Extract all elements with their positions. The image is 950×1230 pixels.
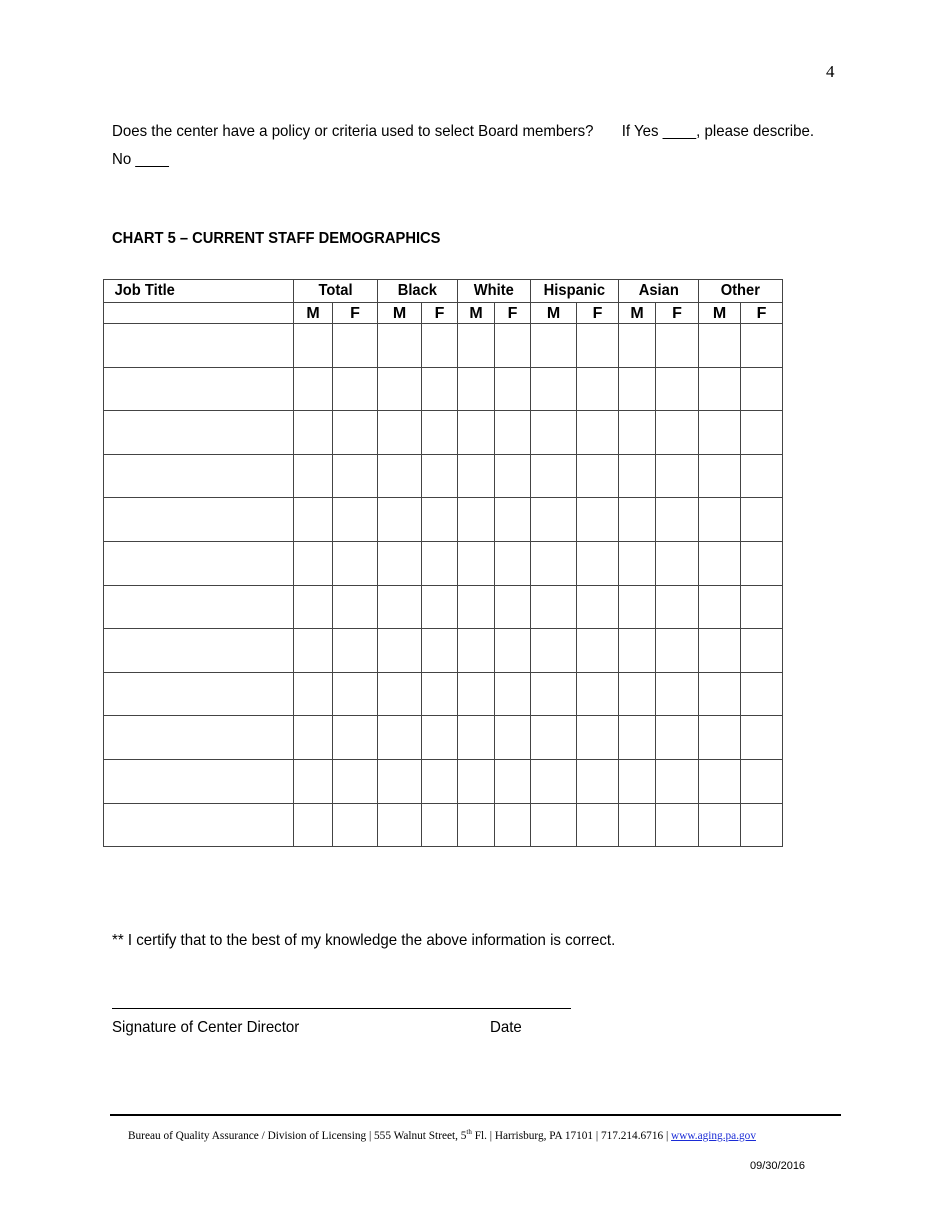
female-count-cell[interactable] bbox=[577, 716, 619, 760]
male-count-cell[interactable] bbox=[619, 585, 656, 629]
female-count-cell[interactable] bbox=[741, 716, 783, 760]
male-count-cell[interactable] bbox=[531, 454, 577, 498]
male-count-cell[interactable] bbox=[294, 454, 333, 498]
table-row bbox=[104, 803, 783, 847]
male-count-cell[interactable] bbox=[378, 454, 422, 498]
male-count-cell[interactable] bbox=[699, 454, 741, 498]
male-count-cell[interactable] bbox=[699, 541, 741, 585]
male-count-cell[interactable] bbox=[458, 803, 495, 847]
male-count-cell[interactable] bbox=[378, 629, 422, 673]
female-count-cell[interactable] bbox=[577, 629, 619, 673]
female-count-cell[interactable] bbox=[577, 454, 619, 498]
female-count-cell[interactable] bbox=[495, 411, 531, 455]
website-link[interactable]: www.aging.pa.gov bbox=[671, 1130, 756, 1142]
job-title-cell[interactable] bbox=[104, 803, 294, 847]
male-count-cell[interactable] bbox=[378, 367, 422, 411]
female-count-cell[interactable] bbox=[495, 541, 531, 585]
female-count-cell[interactable] bbox=[333, 759, 378, 803]
job-title-cell[interactable] bbox=[104, 716, 294, 760]
female-count-cell[interactable] bbox=[495, 759, 531, 803]
male-count-cell[interactable] bbox=[619, 454, 656, 498]
female-count-cell[interactable] bbox=[741, 411, 783, 455]
table-row bbox=[104, 411, 783, 455]
male-count-cell[interactable] bbox=[531, 498, 577, 542]
male-count-cell[interactable] bbox=[378, 585, 422, 629]
female-count-cell[interactable] bbox=[656, 759, 699, 803]
male-count-cell[interactable] bbox=[619, 759, 656, 803]
job-title-subheader bbox=[104, 303, 294, 324]
female-count-cell[interactable] bbox=[495, 585, 531, 629]
female-count-cell[interactable] bbox=[422, 585, 458, 629]
female-count-cell[interactable] bbox=[333, 367, 378, 411]
female-count-cell[interactable] bbox=[741, 367, 783, 411]
table-row bbox=[104, 629, 783, 673]
male-count-cell[interactable] bbox=[294, 759, 333, 803]
female-count-cell[interactable] bbox=[333, 716, 378, 760]
male-count-cell[interactable] bbox=[458, 498, 495, 542]
female-count-cell[interactable] bbox=[422, 454, 458, 498]
male-count-cell[interactable] bbox=[458, 759, 495, 803]
female-count-cell[interactable] bbox=[656, 324, 699, 368]
group-header-other: Other bbox=[699, 280, 783, 303]
job-title-cell[interactable] bbox=[104, 498, 294, 542]
female-count-cell[interactable] bbox=[333, 672, 378, 716]
job-title-header: Job Title bbox=[104, 280, 294, 303]
male-count-cell[interactable] bbox=[458, 411, 495, 455]
table-row bbox=[104, 585, 783, 629]
female-count-cell[interactable] bbox=[422, 411, 458, 455]
male-count-cell[interactable] bbox=[294, 629, 333, 673]
male-count-cell[interactable] bbox=[378, 498, 422, 542]
revision-date: 09/30/2016 bbox=[750, 1160, 806, 1172]
job-title-cell[interactable] bbox=[104, 629, 294, 673]
female-header: F bbox=[741, 303, 783, 324]
male-count-cell[interactable] bbox=[619, 629, 656, 673]
group-header-white: White bbox=[458, 280, 531, 303]
female-count-cell[interactable] bbox=[333, 803, 378, 847]
job-title-cell[interactable] bbox=[104, 541, 294, 585]
female-count-cell[interactable] bbox=[495, 803, 531, 847]
female-count-cell[interactable] bbox=[656, 367, 699, 411]
female-count-cell[interactable] bbox=[333, 411, 378, 455]
male-count-cell[interactable] bbox=[699, 759, 741, 803]
male-header: M bbox=[294, 303, 333, 324]
group-header-asian: Asian bbox=[619, 280, 699, 303]
male-count-cell[interactable] bbox=[294, 411, 333, 455]
female-header: F bbox=[656, 303, 699, 324]
male-count-cell[interactable] bbox=[531, 759, 577, 803]
male-count-cell[interactable] bbox=[619, 803, 656, 847]
male-count-cell[interactable] bbox=[619, 716, 656, 760]
female-count-cell[interactable] bbox=[422, 759, 458, 803]
job-title-cell[interactable] bbox=[104, 672, 294, 716]
male-count-cell[interactable] bbox=[458, 367, 495, 411]
male-count-cell[interactable] bbox=[378, 541, 422, 585]
signature-line[interactable] bbox=[112, 1008, 571, 1009]
male-count-cell[interactable] bbox=[531, 411, 577, 455]
female-count-cell[interactable] bbox=[741, 454, 783, 498]
male-header: M bbox=[699, 303, 741, 324]
table-row bbox=[104, 759, 783, 803]
male-count-cell[interactable] bbox=[531, 367, 577, 411]
female-header: F bbox=[577, 303, 619, 324]
male-count-cell[interactable] bbox=[531, 672, 577, 716]
female-header: F bbox=[333, 303, 378, 324]
male-count-cell[interactable] bbox=[531, 629, 577, 673]
signature-label: Signature of Center Director bbox=[112, 1019, 300, 1036]
staff-demographics-table bbox=[103, 279, 783, 847]
female-count-cell[interactable] bbox=[422, 716, 458, 760]
male-count-cell[interactable] bbox=[294, 367, 333, 411]
male-count-cell[interactable] bbox=[458, 716, 495, 760]
female-count-cell[interactable] bbox=[333, 629, 378, 673]
male-count-cell[interactable] bbox=[619, 672, 656, 716]
footer-address-sup: th bbox=[466, 1128, 472, 1137]
female-count-cell[interactable] bbox=[577, 672, 619, 716]
female-count-cell[interactable] bbox=[577, 585, 619, 629]
female-count-cell[interactable] bbox=[577, 498, 619, 542]
female-count-cell[interactable] bbox=[656, 411, 699, 455]
male-header: M bbox=[531, 303, 577, 324]
male-count-cell[interactable] bbox=[531, 585, 577, 629]
female-header: F bbox=[495, 303, 531, 324]
table-row bbox=[104, 716, 783, 760]
male-count-cell[interactable] bbox=[294, 498, 333, 542]
female-count-cell[interactable] bbox=[495, 324, 531, 368]
female-count-cell[interactable] bbox=[333, 324, 378, 368]
group-header-row bbox=[104, 280, 783, 303]
job-title-cell[interactable] bbox=[104, 585, 294, 629]
female-count-cell[interactable] bbox=[741, 498, 783, 542]
female-count-cell[interactable] bbox=[656, 716, 699, 760]
footer-address-end: Fl. | Harrisburg, PA 17101 | 717.214.6716 | bbox=[471, 1130, 672, 1142]
male-header: M bbox=[619, 303, 656, 324]
male-count-cell[interactable] bbox=[458, 672, 495, 716]
female-header: F bbox=[422, 303, 458, 324]
table-row bbox=[104, 541, 783, 585]
female-count-cell[interactable] bbox=[741, 541, 783, 585]
female-count-cell[interactable] bbox=[577, 324, 619, 368]
female-count-cell[interactable] bbox=[577, 367, 619, 411]
male-count-cell[interactable] bbox=[294, 716, 333, 760]
female-count-cell[interactable] bbox=[422, 803, 458, 847]
female-count-cell[interactable] bbox=[422, 629, 458, 673]
male-count-cell[interactable] bbox=[699, 411, 741, 455]
male-count-cell[interactable] bbox=[458, 629, 495, 673]
male-count-cell[interactable] bbox=[531, 716, 577, 760]
male-count-cell[interactable] bbox=[619, 367, 656, 411]
male-count-cell[interactable] bbox=[378, 716, 422, 760]
group-header-total: Total bbox=[294, 280, 378, 303]
male-count-cell[interactable] bbox=[699, 585, 741, 629]
female-count-cell[interactable] bbox=[577, 411, 619, 455]
male-count-cell[interactable] bbox=[378, 324, 422, 368]
female-count-cell[interactable] bbox=[422, 498, 458, 542]
female-count-cell[interactable] bbox=[656, 498, 699, 542]
male-count-cell[interactable] bbox=[294, 541, 333, 585]
male-count-cell[interactable] bbox=[531, 803, 577, 847]
table-row bbox=[104, 498, 783, 542]
table-row bbox=[104, 324, 783, 368]
female-count-cell[interactable] bbox=[656, 803, 699, 847]
female-count-cell[interactable] bbox=[656, 454, 699, 498]
male-count-cell[interactable] bbox=[294, 672, 333, 716]
female-count-cell[interactable] bbox=[495, 498, 531, 542]
female-count-cell[interactable] bbox=[495, 716, 531, 760]
group-header-hispanic: Hispanic bbox=[531, 280, 619, 303]
female-count-cell[interactable] bbox=[656, 541, 699, 585]
male-count-cell[interactable] bbox=[294, 324, 333, 368]
table-body bbox=[104, 324, 783, 847]
male-count-cell[interactable] bbox=[458, 324, 495, 368]
female-count-cell[interactable] bbox=[741, 629, 783, 673]
gender-header-row bbox=[104, 303, 783, 324]
group-header-black: Black bbox=[378, 280, 458, 303]
female-count-cell[interactable] bbox=[656, 629, 699, 673]
male-count-cell[interactable] bbox=[699, 803, 741, 847]
male-count-cell[interactable] bbox=[619, 498, 656, 542]
footer-address bbox=[128, 1130, 756, 1142]
female-count-cell[interactable] bbox=[333, 541, 378, 585]
male-count-cell[interactable] bbox=[619, 324, 656, 368]
male-count-cell[interactable] bbox=[699, 498, 741, 542]
male-count-cell[interactable] bbox=[378, 411, 422, 455]
job-title-cell[interactable] bbox=[104, 759, 294, 803]
female-count-cell[interactable] bbox=[741, 672, 783, 716]
male-header: M bbox=[458, 303, 495, 324]
footer-divider bbox=[110, 1114, 841, 1116]
board-policy-question bbox=[112, 118, 815, 174]
male-count-cell[interactable] bbox=[699, 672, 741, 716]
no-option: No ____ bbox=[112, 151, 169, 168]
job-title-cell[interactable] bbox=[104, 411, 294, 455]
female-count-cell[interactable] bbox=[422, 541, 458, 585]
female-count-cell[interactable] bbox=[495, 629, 531, 673]
page-number: 4 bbox=[826, 62, 835, 81]
table-row bbox=[104, 672, 783, 716]
male-header: M bbox=[378, 303, 422, 324]
female-count-cell[interactable] bbox=[741, 324, 783, 368]
footer-address-start: Bureau of Quality Assurance / Division of Licensing | 555 Walnut Street, 5 bbox=[128, 1130, 467, 1142]
female-count-cell[interactable] bbox=[741, 759, 783, 803]
female-count-cell[interactable] bbox=[577, 759, 619, 803]
male-count-cell[interactable] bbox=[378, 672, 422, 716]
job-title-cell[interactable] bbox=[104, 367, 294, 411]
female-count-cell[interactable] bbox=[656, 585, 699, 629]
table-row bbox=[104, 367, 783, 411]
female-count-cell[interactable] bbox=[422, 367, 458, 411]
male-count-cell[interactable] bbox=[531, 541, 577, 585]
female-count-cell[interactable] bbox=[333, 454, 378, 498]
female-count-cell[interactable] bbox=[333, 585, 378, 629]
question-text: Does the center have a policy or criteria used to select Board members? bbox=[112, 123, 594, 140]
male-count-cell[interactable] bbox=[699, 716, 741, 760]
male-count-cell[interactable] bbox=[294, 803, 333, 847]
date-label: Date bbox=[490, 1019, 522, 1036]
male-count-cell[interactable] bbox=[619, 541, 656, 585]
certification-statement: ** I certify that to the best of my knowledge the above information is correct. bbox=[112, 932, 616, 949]
male-count-cell[interactable] bbox=[294, 585, 333, 629]
female-count-cell[interactable] bbox=[495, 367, 531, 411]
male-count-cell[interactable] bbox=[699, 324, 741, 368]
male-count-cell[interactable] bbox=[531, 324, 577, 368]
male-count-cell[interactable] bbox=[458, 454, 495, 498]
male-count-cell[interactable] bbox=[458, 541, 495, 585]
male-count-cell[interactable] bbox=[619, 411, 656, 455]
female-count-cell[interactable] bbox=[333, 498, 378, 542]
job-title-cell[interactable] bbox=[104, 454, 294, 498]
male-count-cell[interactable] bbox=[458, 585, 495, 629]
job-title-cell[interactable] bbox=[104, 324, 294, 368]
male-count-cell[interactable] bbox=[699, 367, 741, 411]
female-count-cell[interactable] bbox=[656, 672, 699, 716]
male-count-cell[interactable] bbox=[378, 803, 422, 847]
table-row bbox=[104, 454, 783, 498]
female-count-cell[interactable] bbox=[577, 541, 619, 585]
female-count-cell[interactable] bbox=[577, 803, 619, 847]
female-count-cell[interactable] bbox=[741, 803, 783, 847]
chart-title: CHART 5 – CURRENT STAFF DEMOGRAPHICS bbox=[112, 230, 441, 247]
female-count-cell[interactable] bbox=[741, 585, 783, 629]
female-count-cell[interactable] bbox=[422, 324, 458, 368]
yes-option: If Yes ____, please describe. bbox=[621, 123, 815, 140]
female-count-cell[interactable] bbox=[495, 672, 531, 716]
male-count-cell[interactable] bbox=[378, 759, 422, 803]
female-count-cell[interactable] bbox=[422, 672, 458, 716]
male-count-cell[interactable] bbox=[699, 629, 741, 673]
female-count-cell[interactable] bbox=[495, 454, 531, 498]
